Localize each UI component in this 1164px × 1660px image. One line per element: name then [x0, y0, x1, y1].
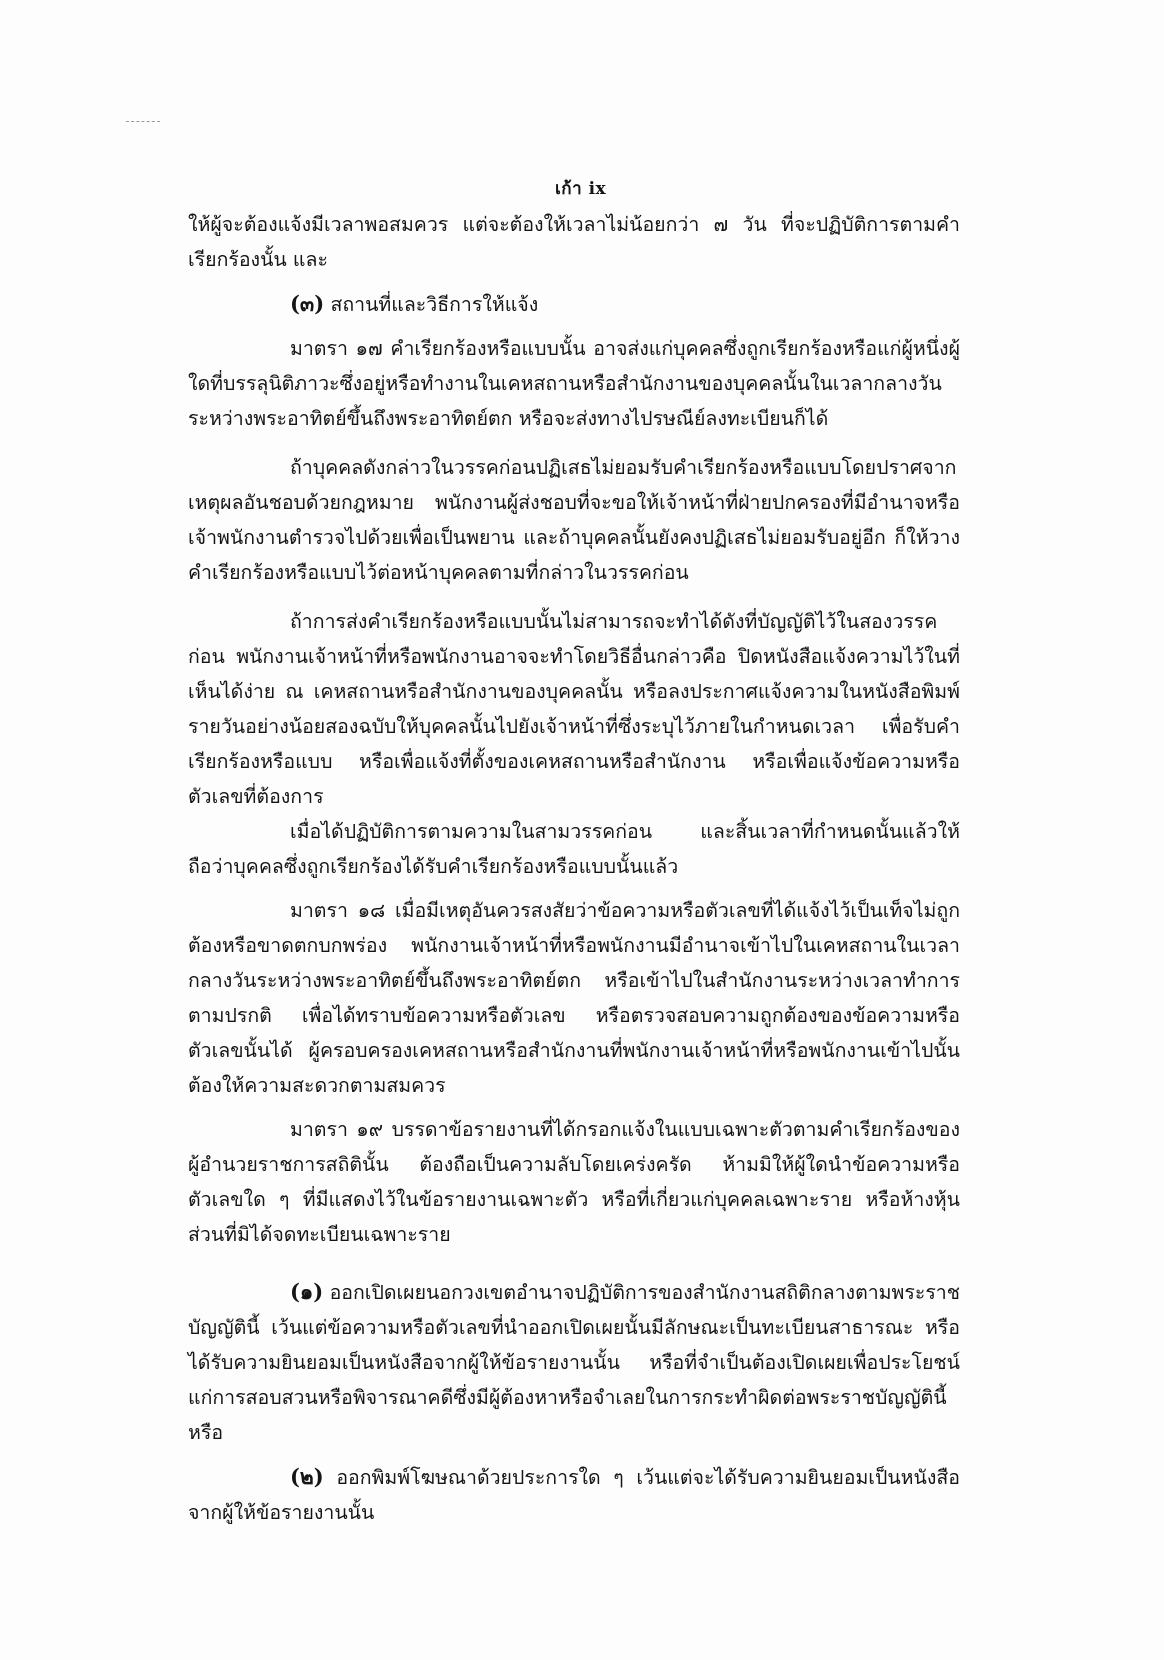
clause-2 [188, 1459, 960, 1530]
paragraph-continuation [188, 207, 960, 277]
document-body [188, 207, 960, 1530]
section-19 [188, 1112, 960, 1252]
section-17-paragraph-2 [188, 450, 960, 590]
paragraph-text: มาตรา ๑๗ คำเรียกร้องหรือแบบนั้น อาจส่งแก่บุคคลซึ่งถูกเรียกร้องหรือแก่ผู้หนึ่งผู้ใดที่บรรลุนิติภาวะซึ่งอยู่หรือทำงานในเคหสถานหรือสำนักงานของบุคคลนั้นในเวลากลางวันระหว่างพระอาทิตย์ขึ้นถึงพระอาทิตย์ตก หรือจะส่งทางไปรษณีย์ลงทะเบียนก็ได้ [188, 337, 960, 430]
section-18 [188, 893, 960, 1103]
clause-text: ออกเปิดเผยนอกวงเขตอำนาจปฏิบัติการของสำนักงานสถิติกลางตามพระราชบัญญัตินี้ เว้นแต่ข้อความหรือตัวเลขที่นำออกเปิดเผยนั้นมีลักษณะเป็นทะเบียนสาธารณะ หรือได้รับความยินยอมเป็นหนังสือจากผู้ให้ข้อรายงานนั้น หรือที่จำเป็นต้องเปิดเผยเพื่อประโยชน์แก่การสอบสวนหรือพิจารณาคดีซึ่งมีผู้ต้องหาหรือจำเลยในการกระทำผิดต่อพระราชบัญญัตินี้ หรือ [188, 1281, 960, 1444]
clause-text: ออกพิมพ์โฆษณาด้วยประการใด ๆ เว้นแต่จะได้รับความยินยอมเป็นหนังสือจากผู้ให้ข้อรายงานนั้น [188, 1466, 961, 1524]
paragraph-text: เมื่อได้ปฏิบัติการตามความในสามวรรคก่อน และสิ้นเวลาที่กำหนดนั้นแล้วให้ถือว่าบุคคลซึ่งถูกเรียกร้องได้รับคำเรียกร้องหรือแบบนั้นแล้ว [188, 820, 960, 878]
clause-1 [188, 1274, 960, 1450]
clause-number: (๓) [290, 291, 325, 316]
clause-text: สถานที่และวิธีการให้แจ้ง [330, 293, 539, 316]
clause-number: (๒) [290, 1464, 324, 1489]
paragraph-text: มาตรา ๑๙ บรรดาข้อรายงานที่ได้กรอกแจ้งในแบบเฉพาะตัวตามคำเรียกร้องของผู้อำนวยราชการสถิตินั้น ต้องถือเป็นความลับโดยเคร่งครัด ห้ามมิให้ผู้ใดนำข้อความหรือตัวเลขใด ๆ ที่มีแสดงไว้ในข้อรายงานเฉพาะตัว หรือที่เกี่ยวแก่บุคคลเฉพาะราย หรือห้างหุ้นส่วนที่มิได้จดทะเบียนเฉพาะราย [188, 1118, 960, 1246]
paragraph-text: มาตรา ๑๘ เมื่อมีเหตุอันควรสงสัยว่าข้อความหรือตัวเลขที่ได้แจ้งไว้เป็นเท็จไม่ถูกต้องหรือขาดตกบกพร่อง พนักงานเจ้าหน้าที่หรือพนักงานมีอำนาจเข้าไปในเคหสถานในเวลากลางวันระหว่างพระอาทิตย์ขึ้นถึงพระอาทิตย์ตก หรือเข้าไปในสำนักงานระหว่างเวลาทำการตามปรกติ เพื่อได้ทราบข้อความหรือตัวเลข หรือตรวจสอบความถูกต้องของข้อความหรือตัวเลขนั้นได้ ผู้ครอบครองเคหสถานหรือสำนักงานที่พนักงานเจ้าหน้าที่หรือพนักงานเข้าไปนั้นต้องให้ความสะดวกตามสมควร [188, 899, 960, 1097]
clause-3 [188, 286, 960, 322]
paragraph-text: ถ้าการส่งคำเรียกร้องหรือแบบนั้นไม่สามารถจะทำได้ดังที่บัญญัติไว้ในสองวรรคก่อน พนักงานเจ้าหน้าที่หรือพนักงานอาจจะทำโดยวิธีอื่นกล่าวคือ ปิดหนังสือแจ้งความไว้ในที่เห็นได้ง่าย ณ เคหสถานหรือสำนักงานของบุคคลนั้น หรือลงประกาศแจ้งความในหนังสือพิมพ์รายวันอย่างน้อยสองฉบับให้บุคคลนั้นไปยังเจ้าหน้าที่ซึ่งระบุไว้ภายในกำหนดเวลา เพื่อรับคำเรียกร้องหรือแบบ หรือเพื่อแจ้งที่ตั้งของเคหสถานหรือสำนักงาน หรือเพื่อแจ้งข้อความหรือตัวเลขที่ต้องการ [188, 610, 960, 808]
section-17-paragraph-3 [188, 604, 960, 814]
paragraph-text: ให้ผู้จะต้องแจ้งมีเวลาพอสมควร แต่จะต้องให้เวลาไม่น้อยกว่า ๗ วัน ที่จะปฏิบัติการตามคำเรียกร้องนั้น และ [188, 213, 960, 271]
scan-mark [126, 121, 160, 123]
page-header: เก้า ix [555, 179, 607, 199]
section-17-paragraph-4 [188, 814, 960, 884]
paragraph-text: ถ้าบุคคลดังกล่าวในวรรคก่อนปฏิเสธไม่ยอมรับคำเรียกร้องหรือแบบโดยปราศจากเหตุผลอันชอบด้วยกฎหมาย พนักงานผู้ส่งชอบที่จะขอให้เจ้าหน้าที่ฝ่ายปกครองที่มีอำนาจหรือเจ้าพนักงานตำรวจไปด้วยเพื่อเป็นพยาน และถ้าบุคคลนั้นยังคงปฏิเสธไม่ยอมรับอยู่อีก ก็ให้วางคำเรียกร้องหรือแบบไว้ต่อหน้าบุคคลตามที่กล่าวในวรรคก่อน [188, 456, 960, 584]
section-17 [188, 331, 960, 436]
clause-number: (๑) [290, 1279, 324, 1304]
